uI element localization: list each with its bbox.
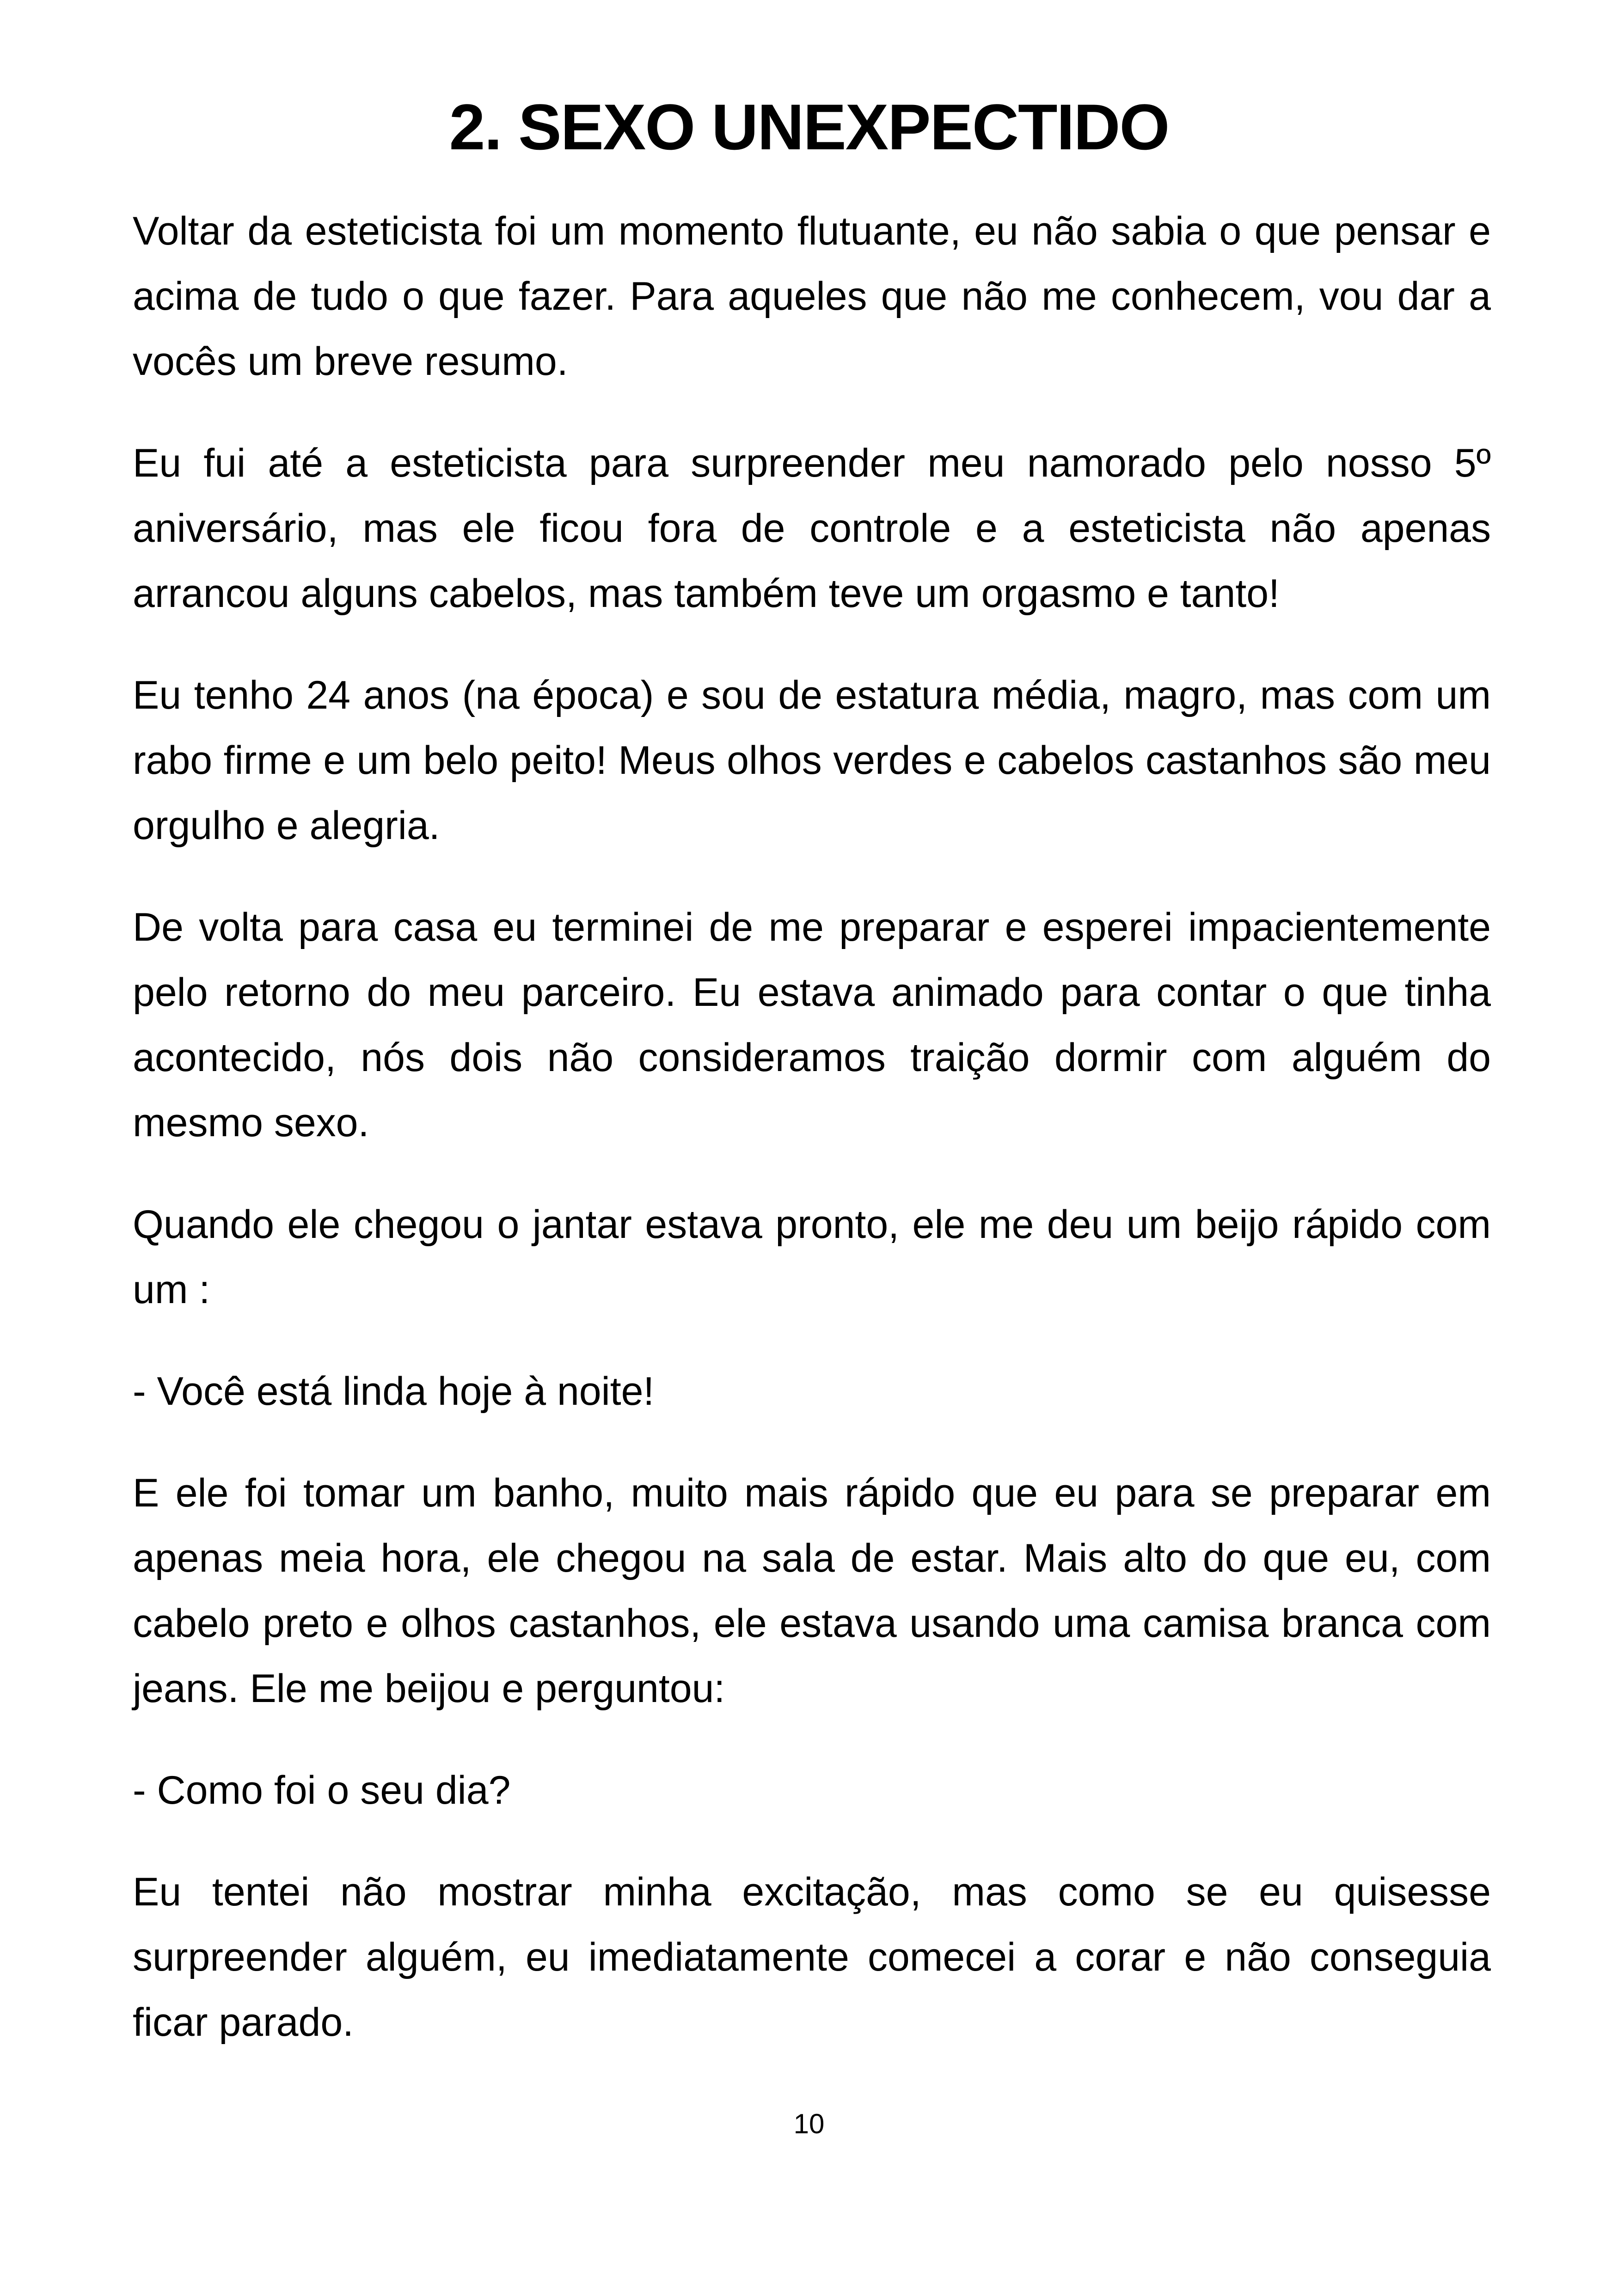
paragraph-5: Quando ele chegou o jantar estava pronto, ele me deu um beijo rápido com um :: [133, 1202, 1491, 1312]
paragraph-2: Eu fui até a esteticista para surpreender meu namorado pelo nosso 5º aniversário, mas ele ficou fora de controle e a esteticista não apenas arrancou alguns cabelos, mas também teve um orgasmo e tanto!: [133, 441, 1491, 616]
paragraph-6: E ele foi tomar um banho, muito mais rápido que eu para se preparar em apenas meia hora, ele chegou na sala de estar. Mais alto do que eu, com cabelo preto e olhos castanhos, ele estava usando uma camisa branca com jeans. Ele me beijou e perguntou:: [133, 1471, 1491, 1711]
paragraph-4: De volta para casa eu terminei de me preparar e esperei impacientemente pelo retorno do meu parceiro. Eu estava animado para contar o que tinha acontecido, nós dois não consideramos traição dormir com alguém do mesmo sexo.: [133, 905, 1491, 1145]
dialogue-line-1: - Você está linda hoje à noite!: [133, 1369, 655, 1414]
paragraph-3: Eu tenho 24 anos (na época) e sou de estatura média, magro, mas com um rabo firme e um belo peito! Meus olhos verdes e cabelos castanhos são meu orgulho e alegria.: [133, 673, 1491, 848]
paragraph-7: Eu tentei não mostrar minha excitação, mas como se eu quisesse surpreender alguém, eu imediatamente comecei a corar e não conseguia ficar parado.: [133, 1870, 1491, 2045]
paragraph-1: Voltar da esteticista foi um momento flutuante, eu não sabia o que pensar e acima de tudo o que fazer. Para aqueles que não me conhecem, vou dar a vocês um breve resumo.: [133, 209, 1491, 384]
dialogue-line-2: - Como foi o seu dia?: [133, 1768, 511, 1812]
chapter-body: [133, 199, 1491, 2055]
page-number: 10: [793, 2108, 825, 2139]
chapter-title: 2. SEXO UNEXPECTIDO: [449, 91, 1169, 163]
